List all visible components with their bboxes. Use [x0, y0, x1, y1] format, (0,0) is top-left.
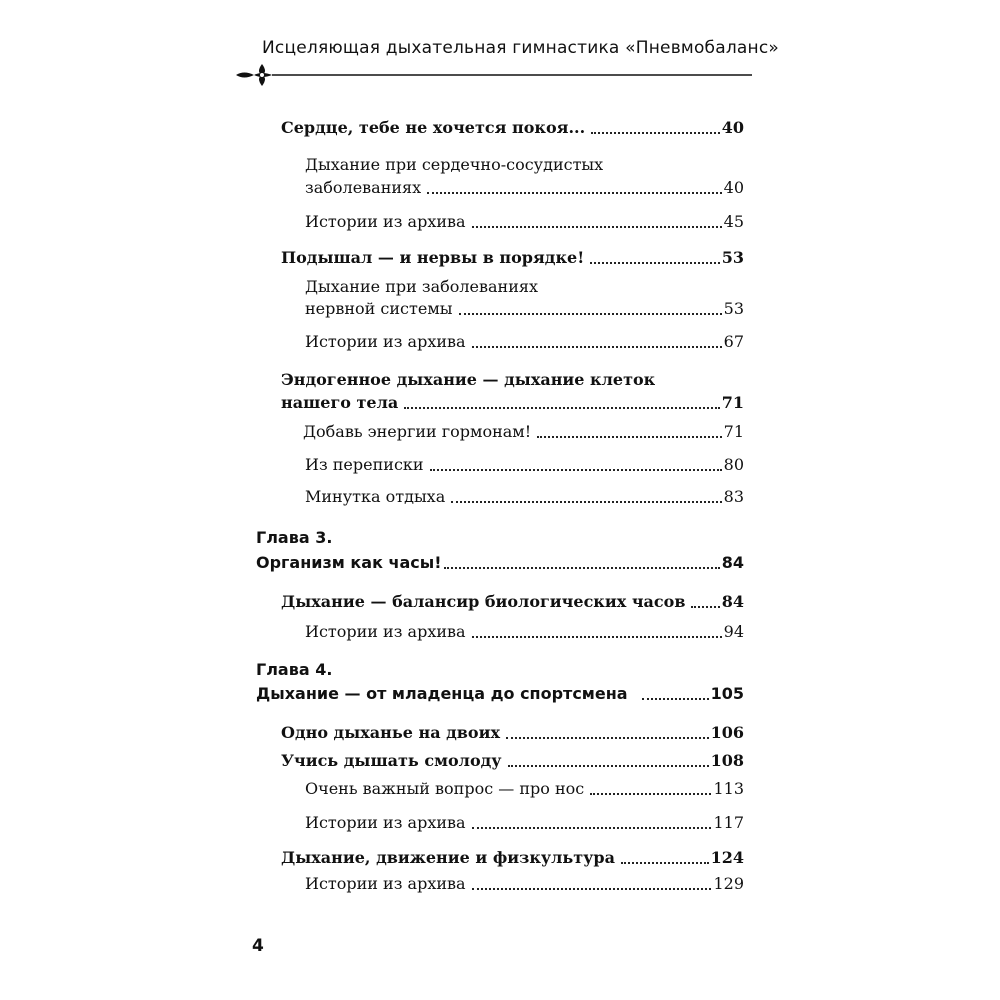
- toc-page-number: 94: [723, 622, 744, 641]
- leader-dots: [427, 192, 721, 194]
- toc-entry-title: заболеваниях: [305, 178, 422, 197]
- toc-entry-title: Истории из архива: [305, 813, 466, 832]
- toc-page-number: 83: [723, 487, 744, 506]
- toc-page-number: 71: [723, 422, 744, 441]
- leader-dots: [472, 346, 722, 348]
- leader-dots: [472, 226, 722, 228]
- toc-entry-hormones[interactable]: [303, 422, 744, 442]
- toc-page-number: 108: [710, 751, 744, 770]
- toc-page-number: 53: [721, 248, 744, 267]
- toc-entry-title: Очень важный вопрос — про нос: [305, 779, 585, 798]
- leader-dots: [508, 765, 709, 767]
- toc-entry-chapter-4[interactable]: [256, 684, 744, 704]
- leader-dots: [404, 407, 719, 409]
- toc-entry-title: Организм как часы!: [256, 553, 442, 572]
- toc-entry-one-breath[interactable]: [281, 723, 744, 743]
- toc-page-number: 106: [710, 723, 744, 742]
- toc-page-number: 67: [723, 332, 744, 351]
- page-number: 4: [252, 936, 264, 956]
- toc-page-number: 117: [713, 813, 744, 832]
- chapter-3-label: Глава 3.: [256, 528, 333, 547]
- toc-entry-title: Дыхание, движение и физкультура: [281, 848, 615, 867]
- toc-page-number: 80: [723, 455, 744, 474]
- toc-entry-title: Сердце, тебе не хочется покоя...: [281, 118, 586, 137]
- toc-entry-title-line1: Эндогенное дыхание — дыхание клеток: [281, 370, 656, 389]
- toc-page-number: 129: [713, 874, 744, 893]
- toc-entry-title: нервной системы: [305, 299, 453, 318]
- leader-dots: [472, 636, 722, 638]
- toc-entry-title: Истории из архива: [305, 212, 466, 231]
- leader-dots: [621, 862, 709, 864]
- leader-dots: [506, 737, 709, 739]
- toc-entry-title: Истории из архива: [305, 874, 466, 893]
- toc-page-number: 40: [721, 118, 744, 137]
- toc-entry-endogenous[interactable]: [281, 393, 744, 413]
- toc-entry-title: Одно дыханье на двоих: [281, 723, 500, 742]
- toc-entry-title: Минутка отдыха: [305, 487, 446, 506]
- toc-entry-title: Учись дышать смолоду: [281, 751, 502, 770]
- toc-entry-archive-1[interactable]: [305, 212, 744, 232]
- toc-entry-archive-4[interactable]: [305, 813, 744, 833]
- leader-dots: [591, 132, 720, 134]
- toc-entry-movement[interactable]: [281, 848, 744, 868]
- toc-entry-nose[interactable]: [305, 779, 744, 799]
- toc-entry-title: Добавь энергии гормонам!: [303, 422, 532, 441]
- toc-page-number: 105: [710, 684, 744, 703]
- toc-entry-chapter-3[interactable]: [256, 553, 744, 573]
- leader-dots: [430, 469, 722, 471]
- toc-entry-archive-5[interactable]: [305, 874, 744, 894]
- toc-page-number: 84: [721, 553, 744, 572]
- leader-dots: [642, 698, 709, 700]
- leader-dots: [590, 262, 720, 264]
- toc-page-number: 124: [710, 848, 744, 867]
- toc-page-number: 40: [723, 178, 744, 197]
- leader-dots: [537, 436, 721, 438]
- leader-dots: [472, 888, 712, 890]
- running-header: Исцеляющая дыхательная гимнастика «Пневмобаланс»: [262, 38, 779, 58]
- toc-page-number: 71: [721, 393, 744, 412]
- chapter-4-label: Глава 4.: [256, 660, 333, 679]
- toc-entry-archive-2[interactable]: [305, 332, 744, 352]
- toc-entry-rest[interactable]: [305, 487, 744, 507]
- toc-entry-title: Истории из архива: [305, 622, 466, 641]
- leader-dots: [444, 567, 720, 569]
- toc-entry-title: Подышал — и нервы в порядке!: [281, 248, 585, 267]
- toc-page-number: 53: [723, 299, 744, 318]
- leader-dots: [472, 827, 712, 829]
- toc-entry-learn-breathe[interactable]: [281, 751, 744, 771]
- toc-entry-cardio[interactable]: [305, 178, 744, 198]
- toc-entry-nerves[interactable]: [281, 248, 744, 268]
- toc-entry-title-line1: Дыхание при заболеваниях: [305, 277, 538, 296]
- toc-entry-correspondence[interactable]: [305, 455, 744, 475]
- toc-page-number: 84: [721, 592, 744, 611]
- toc-entry-title: Истории из архива: [305, 332, 466, 351]
- toc-entry-archive-3[interactable]: [305, 622, 744, 642]
- toc-entry-nervous-system[interactable]: [305, 299, 744, 319]
- toc-entry-title-line1: Дыхание при сердечно-сосудистых: [305, 155, 604, 174]
- toc-page-number: 113: [713, 779, 744, 798]
- leader-dots: [590, 793, 711, 795]
- toc-page-number: 45: [723, 212, 744, 231]
- leader-dots: [451, 501, 721, 503]
- leader-dots: [459, 313, 722, 315]
- toc-entry-title: Дыхание — балансир биологических часов: [281, 592, 686, 611]
- toc-entry-heart[interactable]: [281, 118, 744, 138]
- toc-entry-title: нашего тела: [281, 393, 399, 412]
- toc-entry-title: Из переписки: [305, 455, 424, 474]
- leader-dots: [691, 606, 719, 608]
- toc-entry-biological-clock[interactable]: [281, 592, 744, 612]
- leaf-ornament-icon: [232, 62, 752, 88]
- toc-entry-title: Дыхание — от младенца до спортсмена: [256, 684, 628, 703]
